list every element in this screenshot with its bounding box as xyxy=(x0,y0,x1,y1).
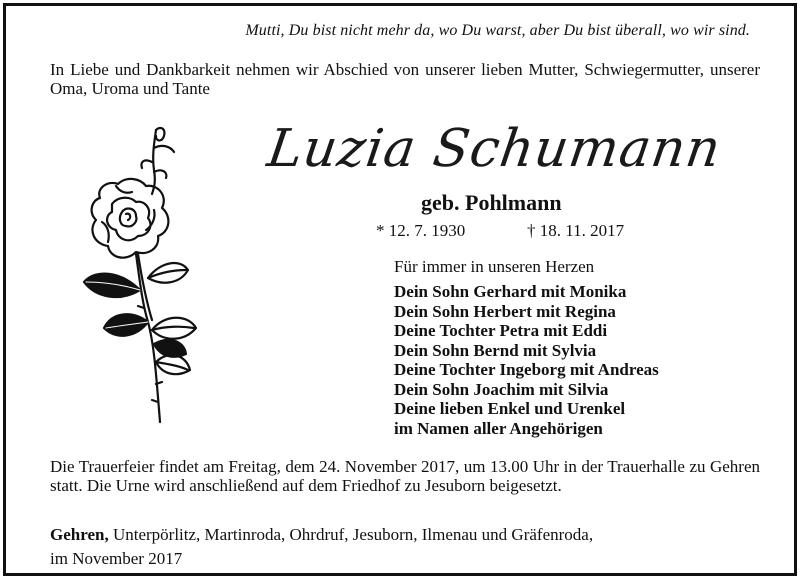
birth-date: * 12. 7. 1930 xyxy=(376,221,466,240)
forever-line: Für immer in unseren Herzen xyxy=(394,257,595,276)
mourner-line: Dein Sohn Gerhard mit Monika xyxy=(394,282,627,301)
ceremony-text: Die Trauerfeier findet am Freitag, dem 24. November 2017, um 13.00 Uhr in der Trauerhalle zu Gehren statt. Die Urne wird anschließend auf dem Friedhof zu Jesuborn beigesetzt. xyxy=(50,457,760,495)
places-lead: Gehren, xyxy=(50,525,109,544)
motto: Mutti, Du bist nicht mehr da, wo Du warst, aber Du bist überall, wo wir sind. xyxy=(245,22,750,39)
month-line: im November 2017 xyxy=(50,549,183,568)
death-date: † 18. 11. 2017 xyxy=(527,221,625,240)
maiden-name: geb. Pohlmann xyxy=(421,190,562,215)
rose-icon xyxy=(56,122,226,432)
mourner-line: Dein Sohn Joachim mit Silvia xyxy=(394,379,609,399)
mourner-line: Deine Tochter Petra mit Eddi xyxy=(394,321,608,340)
deceased-name: Luzia Schumann xyxy=(263,119,725,179)
mourner-line: Dein Sohn Herbert mit Regina xyxy=(394,301,616,321)
mourner-line: im Namen aller Angehörigen xyxy=(394,418,603,438)
mourner-line: Deine Tochter Ingeborg mit Andreas xyxy=(394,360,659,379)
places-rest: Unterpörlitz, Martinroda, Ohrdruf, Jesuborn, Ilmenau und Gräfenroda, xyxy=(108,525,594,544)
places-line xyxy=(50,525,593,545)
mourner-line: Deine lieben Enkel und Urenkel xyxy=(394,399,626,418)
mourner-line: Dein Sohn Bernd mit Sylvia xyxy=(394,340,597,360)
mourners-list xyxy=(394,282,659,438)
obituary-notice xyxy=(3,3,797,576)
intro-text: In Liebe und Dankbarkeit nehmen wir Abschied von unserer lieben Mutter, Schwiegermutter, unserer Oma, Uroma und Tante xyxy=(50,60,760,98)
